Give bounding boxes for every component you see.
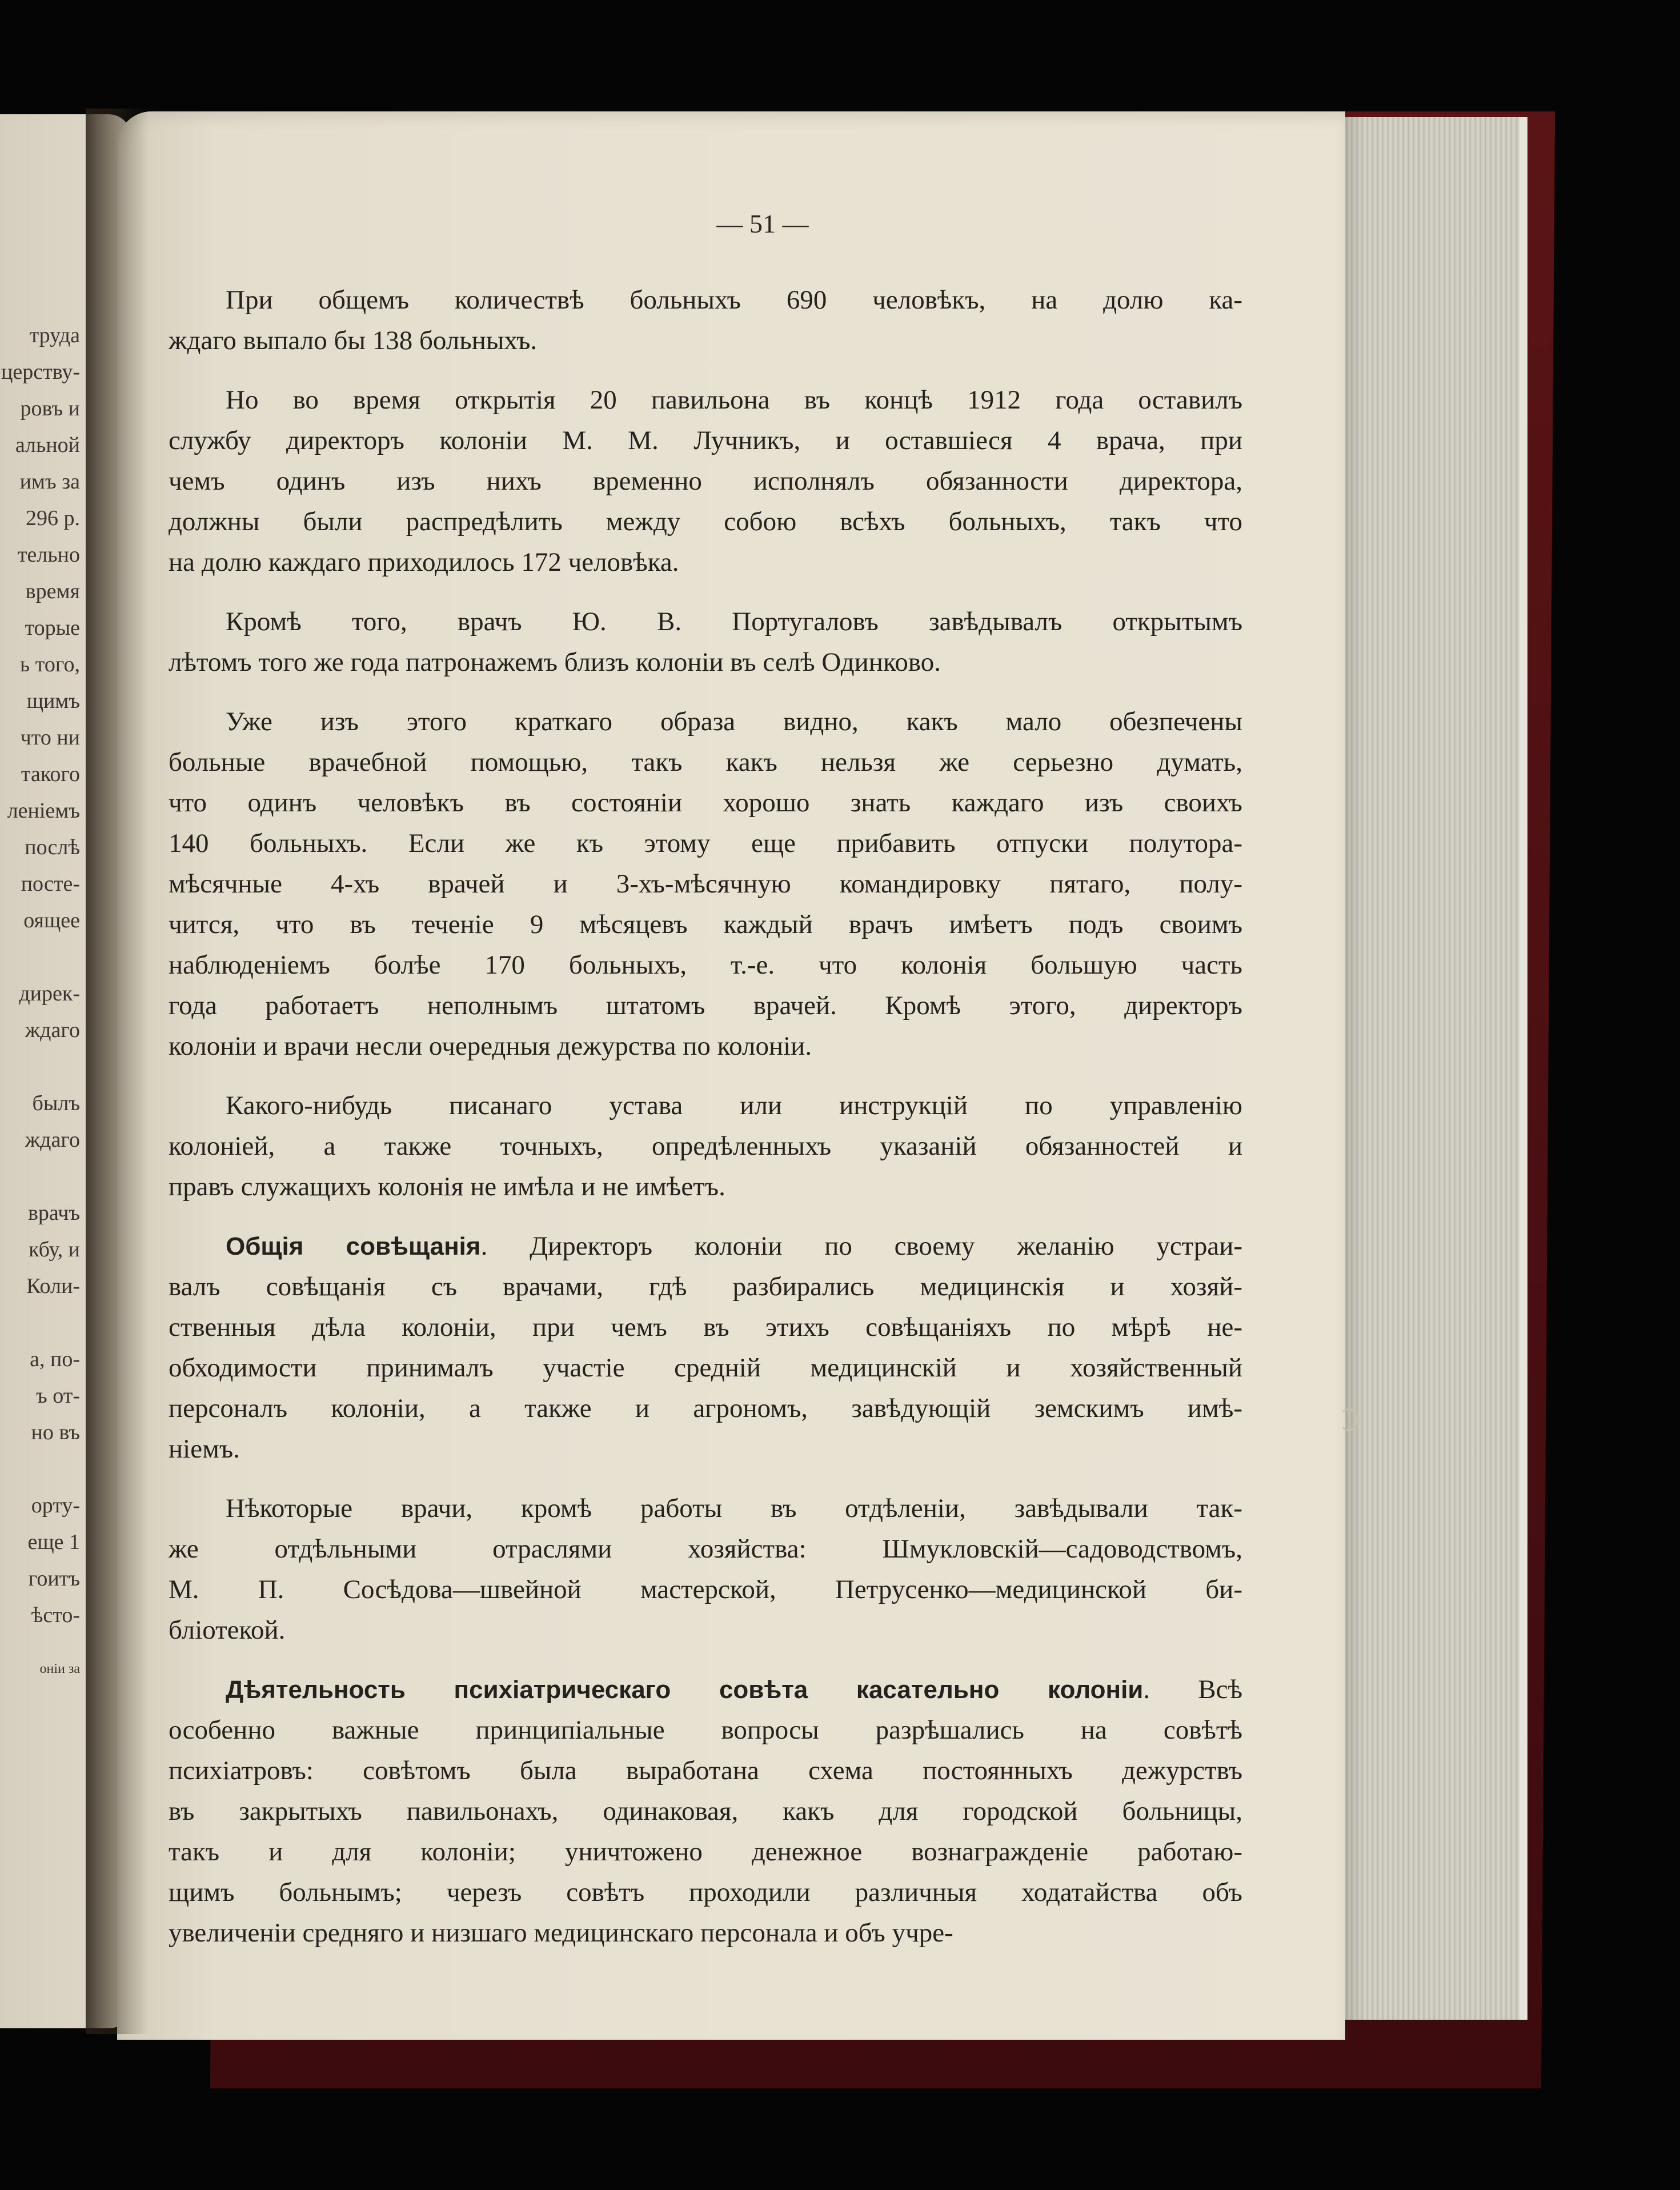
paragraph-line: въ закрытыхъ павильонахъ, одинаковая, какъ для городской больницы,	[169, 1796, 1242, 1826]
paragraph	[169, 1488, 1242, 1651]
paragraph-line: на долю каждаго приходилось 172 человѣка.	[169, 547, 679, 577]
paragraph-line: чемъ одинъ изъ нихъ временно исполнялъ обязанности директора,	[169, 466, 1242, 496]
paragraph	[169, 380, 1242, 583]
paragraph-line: особенно важные принципiальные вопросы разрѣшались на совѣтѣ	[169, 1715, 1242, 1745]
left-page-line: альной	[15, 433, 80, 457]
left-page-line: посте-	[21, 872, 80, 896]
left-page-line: ѣсто-	[31, 1603, 80, 1627]
gutter-shadow	[86, 109, 149, 2034]
paragraph-line: увеличенiи средняго и низшаго медицинскаго персонала и объ учре-	[169, 1918, 953, 1948]
paragraph-line: мѣсячные 4-хъ врачей и 3-хъ-мѣсячную командировку пятаго, полу-	[169, 869, 1242, 899]
left-page-line: щимъ	[26, 689, 80, 713]
left-page-line: торые	[25, 616, 80, 640]
page-stain	[1340, 1408, 1358, 1431]
left-page-line: врачъ	[27, 1201, 80, 1225]
left-page-line: ровъ и	[20, 397, 80, 421]
left-page-line: ъ от-	[36, 1384, 80, 1408]
paragraph-line: чится, что въ теченiе 9 мѣсяцевъ каждый врачъ имѣетъ подъ своимъ	[169, 910, 1242, 939]
left-page-line: ждаго	[25, 1018, 80, 1042]
paragraph-line: обходимости принималъ участiе среднiй медицинскiй и хозяйственный	[169, 1353, 1242, 1383]
paragraph-line: М. П. Сосѣдова—швейной мастерской, Петрусенко—медицинской би-	[169, 1575, 1242, 1604]
paragraph	[169, 1086, 1242, 1207]
paragraph-line	[169, 1226, 1242, 1267]
page-body	[169, 280, 1242, 1972]
paragraph	[169, 280, 1242, 361]
paragraph-line: наблюденiемъ болѣе 170 больныхъ, т.-е. что колонiя большую часть	[169, 950, 1242, 980]
right-page	[117, 111, 1345, 2040]
paragraph-line: ждаго выпало бы 138 больныхъ.	[169, 326, 538, 355]
paragraph-line: лѣтомъ того же года патронажемъ близъ колонiи въ селѣ Одинково.	[169, 647, 941, 677]
paragraph-line: При общемъ количествѣ больныхъ 690 человѣкъ, на долю ка-	[226, 285, 1242, 315]
paragraph-line: же отдѣльными отраслями хозяйства: Шмукловскiй—садоводствомъ,	[169, 1534, 1242, 1564]
paragraph-line: должны были распредѣлить между собою всѣхъ больныхъ, такъ что	[169, 507, 1242, 537]
left-page-line: имъ за	[19, 470, 80, 494]
paragraph-line: колонiи и врачи несли очередныя дежурства по колонiи.	[169, 1031, 812, 1061]
paragraph-line: такъ и для колонiи; уничтожено денежное вознагражденiе работаю-	[169, 1837, 1242, 1867]
left-page-line: церству-	[1, 360, 80, 384]
paragraph-line: Уже изъ этого краткаго образа видно, какъ мало обезпечены	[226, 707, 1242, 736]
section-heading: Общiя совѣщанiя	[226, 1232, 481, 1260]
paragraph-line: 140 больныхъ. Если же къ этому еще прибавить отпуски полутора-	[169, 828, 1242, 858]
left-page-line: гоитъ	[28, 1567, 80, 1591]
paragraph	[169, 602, 1242, 683]
paragraph-line: больные врачебной помощью, такъ какъ нельзя же серьезно думать,	[169, 747, 1242, 777]
left-page-line: Коли-	[26, 1274, 80, 1298]
paragraph-line: ственныя дѣла колонiи, при чемъ въ этихъ совѣщанiяхъ по мѣрѣ не-	[169, 1312, 1242, 1342]
paragraph-line: валъ совѣщанiя съ врачами, гдѣ разбирались медицинскiя и хозяй-	[169, 1272, 1242, 1302]
paragraph-line: правъ служащихъ колонiя не имѣла и не имѣетъ.	[169, 1172, 725, 1202]
left-page-line	[0, 939, 80, 975]
left-page-line: такого	[21, 762, 80, 786]
left-page-line: 296 р.	[26, 506, 80, 530]
section-heading: Дѣятельность психiатрическаго совѣта касательно колонiи	[226, 1676, 1144, 1704]
left-page-line: дирек-	[19, 982, 80, 1006]
left-page-line: тельно	[17, 543, 80, 567]
left-page-footnote: онiи за	[39, 1661, 80, 1676]
paragraph-line: психiатровъ: совѣтомъ была выработана схема постоянныхъ дежурствъ	[169, 1756, 1242, 1785]
heading-continuation: . Директоръ колонiи по своему желанiю устраи-	[480, 1231, 1242, 1261]
paragraph	[169, 702, 1242, 1067]
left-page-line	[0, 1451, 80, 1487]
heading-continuation: . Всѣ	[1143, 1675, 1242, 1704]
left-page-line: еще 1	[27, 1530, 80, 1554]
paragraph-line: блiотекой.	[169, 1615, 286, 1645]
left-page-line: ь того,	[19, 652, 80, 676]
left-page-line: но въ	[31, 1420, 80, 1444]
paragraph-line: нiемъ.	[169, 1434, 240, 1464]
left-page-line	[0, 1158, 80, 1195]
paragraph-line: персоналъ колонiи, а также и агрономъ, завѣдующiй земскимъ имѣ-	[169, 1394, 1242, 1423]
left-page-line: труда	[29, 323, 80, 347]
left-page-line: ждаго	[25, 1128, 80, 1152]
left-page-line: кбу, и	[29, 1238, 80, 1262]
left-page-line: послѣ	[25, 835, 80, 859]
paragraph-line: щимъ больнымъ; черезъ совѣтъ проходили различныя ходатайства объ	[169, 1877, 1242, 1907]
paragraph	[169, 1669, 1242, 1953]
paragraph-line: Какого-нибудь писанаго устава или инструкцiй по управленiю	[226, 1091, 1242, 1120]
paragraph-line	[169, 1669, 1242, 1710]
left-page-line: былъ	[32, 1091, 80, 1115]
left-page-text	[0, 317, 80, 1687]
left-page-line: а, по-	[30, 1347, 80, 1371]
paragraph-line: года работаетъ неполнымъ штатомъ врачей. Кромѣ этого, директоръ	[169, 991, 1242, 1020]
left-page-line: оящее	[23, 908, 80, 932]
paragraph-line: службу директоръ колонiи М. М. Лучникъ, и оставшiеся 4 врача, при	[169, 426, 1242, 455]
left-page-line: что ни	[20, 726, 80, 750]
left-page-line: время	[25, 579, 80, 603]
paragraph-line: Нѣкоторые врачи, кромѣ работы въ отдѣленiи, завѣдывали так-	[226, 1494, 1242, 1523]
left-page-line: орту-	[31, 1494, 80, 1518]
paragraph-line: колонiей, а также точныхъ, опредѣленныхъ указанiй обязанностей и	[169, 1131, 1242, 1161]
paragraph	[169, 1226, 1242, 1470]
paragraph-line: что одинъ человѣкъ въ состоянiи хорошо знать каждаго изъ своихъ	[169, 788, 1242, 818]
paragraph-line: Но во время открытiя 20 павильона въ концѣ 1912 года оставилъ	[226, 385, 1242, 415]
page-number: — 51 —	[716, 209, 809, 238]
left-page-line	[0, 1304, 80, 1341]
left-page-line: ленiемъ	[7, 799, 80, 823]
paragraph-line: Кромѣ того, врачъ Ю. В. Португаловъ завѣдывалъ открытымъ	[226, 607, 1242, 636]
left-page-line	[0, 1048, 80, 1085]
